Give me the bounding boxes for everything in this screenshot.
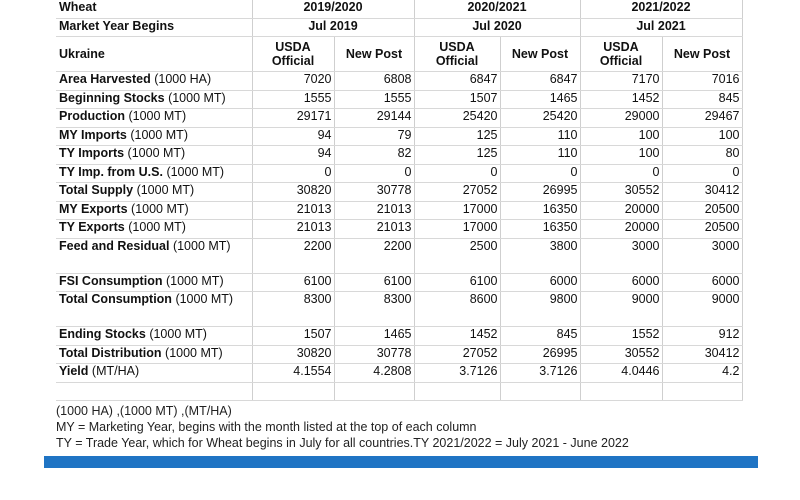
col-usda-official-1: USDA Official xyxy=(252,37,334,72)
row-label-unit: (1000 MT) xyxy=(172,238,231,253)
blank-cell xyxy=(56,382,252,400)
table-cell: 2200 xyxy=(252,238,334,273)
table-cell: 8300 xyxy=(252,292,334,327)
table-cell: 7020 xyxy=(252,72,334,91)
row-label-unit: (1000 MT) xyxy=(128,109,187,123)
table-cell: 17000 xyxy=(414,220,500,239)
row-label-name: Total Consumption xyxy=(59,292,172,306)
row-label xyxy=(56,292,252,327)
table-cell: 912 xyxy=(662,327,742,346)
table-row xyxy=(56,72,742,91)
table-cell: 6000 xyxy=(500,273,580,292)
year-3-name: 2021/2022 xyxy=(580,0,742,18)
footnote-units: (1000 HA) ,(1000 MT) ,(MT/HA) xyxy=(56,404,232,418)
row-label-name: Ending Stocks xyxy=(59,327,146,341)
footnote-marketing-year: MY = Marketing Year, begins with the month listed at the top of each column xyxy=(56,420,477,434)
row-label-unit: (1000 MT) xyxy=(165,345,223,360)
row-label-name: MY Exports xyxy=(59,201,128,216)
psd-table xyxy=(56,0,743,401)
table-cell: 0 xyxy=(252,164,334,183)
table-cell: 9800 xyxy=(500,292,580,327)
table-cell: 100 xyxy=(662,127,742,146)
table-cell: 20000 xyxy=(580,220,662,239)
table-cell: 1507 xyxy=(414,90,500,109)
commodity-label: Wheat xyxy=(56,0,252,18)
table-cell: 29467 xyxy=(662,109,742,128)
row-label-name: TY Imports xyxy=(59,146,125,160)
table-cell: 8600 xyxy=(414,292,500,327)
table-cell: 21013 xyxy=(252,201,334,220)
footnotes xyxy=(56,403,756,451)
blank-cell xyxy=(252,382,334,400)
table-cell: 4.1554 xyxy=(252,364,334,383)
table-row xyxy=(56,273,742,292)
table-cell: 845 xyxy=(500,327,580,346)
table-cell: 29144 xyxy=(334,109,414,128)
row-label-name: TY Exports xyxy=(59,220,125,234)
table-cell: 4.0446 xyxy=(580,364,662,383)
blank-cell xyxy=(580,382,662,400)
table-cell: 0 xyxy=(580,164,662,183)
table-row xyxy=(56,183,742,202)
row-label-unit: (1000 MT) xyxy=(149,327,207,341)
table-cell: 26995 xyxy=(500,183,580,202)
row-label-name: Yield xyxy=(59,364,89,378)
row-label xyxy=(56,164,252,183)
table-cell: 2200 xyxy=(334,238,414,273)
table-cell: 30778 xyxy=(334,345,414,364)
row-label xyxy=(56,201,252,220)
col-new-post-3: New Post xyxy=(662,37,742,72)
blank-row xyxy=(56,382,742,400)
table-cell: 30820 xyxy=(252,183,334,202)
table-cell: 30552 xyxy=(580,345,662,364)
table-cell: 30778 xyxy=(334,183,414,202)
table-cell: 1452 xyxy=(580,90,662,109)
table-cell: 1465 xyxy=(500,90,580,109)
market-year-label: Market Year Begins xyxy=(56,18,252,37)
table-cell: 94 xyxy=(252,127,334,146)
table-cell: 6847 xyxy=(500,72,580,91)
country-label: Ukraine xyxy=(56,37,252,72)
table-cell: 1555 xyxy=(252,90,334,109)
table-cell: 1552 xyxy=(580,327,662,346)
table-row xyxy=(56,201,742,220)
table-cell: 6847 xyxy=(414,72,500,91)
table-cell: 79 xyxy=(334,127,414,146)
table-cell: 30820 xyxy=(252,345,334,364)
col-usda-official-3: USDA Official xyxy=(580,37,662,72)
table-cell: 110 xyxy=(500,127,580,146)
blank-cell xyxy=(500,382,580,400)
table-cell: 7170 xyxy=(580,72,662,91)
row-label-unit: (1000 MT) xyxy=(175,292,234,306)
table-cell: 0 xyxy=(662,164,742,183)
table-cell: 6000 xyxy=(580,273,662,292)
table-cell: 0 xyxy=(500,164,580,183)
row-label-unit: (1000 MT) xyxy=(168,90,226,105)
table-cell: 20000 xyxy=(580,201,662,220)
table-cell: 29171 xyxy=(252,109,334,128)
table-row xyxy=(56,90,742,109)
row-label-name: TY Imp. from U.S. xyxy=(59,164,163,179)
row-label-name: Total Distribution xyxy=(59,345,162,360)
row-label xyxy=(56,146,252,165)
psd-table-container xyxy=(56,0,742,401)
row-label xyxy=(56,220,252,239)
table-cell: 3000 xyxy=(580,238,662,273)
table-cell: 4.2 xyxy=(662,364,742,383)
footnote-trade-year: TY = Trade Year, which for Wheat begins in July for all countries.TY 2021/2022 = July 2021 - June 2022 xyxy=(56,436,629,450)
table-cell: 3.7126 xyxy=(500,364,580,383)
table-cell: 110 xyxy=(500,146,580,165)
table-cell: 6808 xyxy=(334,72,414,91)
table-cell: 21013 xyxy=(252,220,334,239)
table-row xyxy=(56,364,742,383)
year-1-name: 2019/2020 xyxy=(252,0,414,18)
table-cell: 16350 xyxy=(500,220,580,239)
header-row-commodity xyxy=(56,0,742,18)
header-row-columns xyxy=(56,37,742,72)
table-cell: 1555 xyxy=(334,90,414,109)
col-new-post-2: New Post xyxy=(500,37,580,72)
table-cell: 3800 xyxy=(500,238,580,273)
table-cell: 100 xyxy=(580,146,662,165)
row-label xyxy=(56,183,252,202)
row-label-name: MY Imports xyxy=(59,127,127,142)
row-label-unit: (1000 HA) xyxy=(154,72,212,86)
row-label-name: Area Harvested xyxy=(59,72,151,86)
table-cell: 16350 xyxy=(500,201,580,220)
table-cell: 21013 xyxy=(334,220,414,239)
row-label-name: Total Supply xyxy=(59,183,134,197)
row-label-unit: (MT/HA) xyxy=(91,364,140,378)
table-cell: 3000 xyxy=(662,238,742,273)
row-label-name: FSI Consumption xyxy=(59,273,163,288)
year-1-begins: Jul 2019 xyxy=(252,18,414,37)
row-label xyxy=(56,273,252,292)
row-label xyxy=(56,364,252,383)
table-cell: 6100 xyxy=(334,273,414,292)
row-label xyxy=(56,345,252,364)
table-cell: 25420 xyxy=(500,109,580,128)
table-row xyxy=(56,327,742,346)
year-2-begins: Jul 2020 xyxy=(414,18,580,37)
table-cell: 9000 xyxy=(662,292,742,327)
table-cell: 1452 xyxy=(414,327,500,346)
col-new-post-1: New Post xyxy=(334,37,414,72)
row-label xyxy=(56,127,252,146)
header-row-market-year xyxy=(56,18,742,37)
table-cell: 27052 xyxy=(414,183,500,202)
blank-cell xyxy=(334,382,414,400)
col-usda-official-2: USDA Official xyxy=(414,37,500,72)
table-row xyxy=(56,127,742,146)
table-row xyxy=(56,220,742,239)
table-cell: 845 xyxy=(662,90,742,109)
table-cell: 30552 xyxy=(580,183,662,202)
table-cell: 26995 xyxy=(500,345,580,364)
table-row xyxy=(56,238,742,273)
table-cell: 6100 xyxy=(414,273,500,292)
table-cell: 30412 xyxy=(662,345,742,364)
row-label-name: Production xyxy=(59,109,125,123)
table-cell: 6000 xyxy=(662,273,742,292)
row-label-unit: (1000 MT) xyxy=(130,127,188,142)
table-cell: 30412 xyxy=(662,183,742,202)
table-cell: 3.7126 xyxy=(414,364,500,383)
row-label xyxy=(56,109,252,128)
table-cell: 29000 xyxy=(580,109,662,128)
row-label-unit: (1000 MT) xyxy=(127,146,186,160)
table-cell: 17000 xyxy=(414,201,500,220)
table-cell: 0 xyxy=(414,164,500,183)
row-label-unit: (1000 MT) xyxy=(165,273,224,288)
table-cell: 20500 xyxy=(662,201,742,220)
table-cell: 6100 xyxy=(252,273,334,292)
table-row xyxy=(56,292,742,327)
table-cell: 1507 xyxy=(252,327,334,346)
table-cell: 25420 xyxy=(414,109,500,128)
row-label xyxy=(56,72,252,91)
table-cell: 0 xyxy=(334,164,414,183)
row-label-unit: (1000 MT) xyxy=(128,220,186,234)
year-3-begins: Jul 2021 xyxy=(580,18,742,37)
table-cell: 82 xyxy=(334,146,414,165)
table-cell: 94 xyxy=(252,146,334,165)
year-2-name: 2020/2021 xyxy=(414,0,580,18)
table-cell: 1465 xyxy=(334,327,414,346)
row-label xyxy=(56,238,252,273)
table-cell: 9000 xyxy=(580,292,662,327)
row-label xyxy=(56,90,252,109)
row-label-unit: (1000 MT) xyxy=(131,201,189,216)
table-cell: 80 xyxy=(662,146,742,165)
table-cell: 125 xyxy=(414,127,500,146)
footer-accent-bar xyxy=(44,456,758,468)
table-cell: 8300 xyxy=(334,292,414,327)
row-label xyxy=(56,327,252,346)
table-cell: 100 xyxy=(580,127,662,146)
row-label-unit: (1000 MT) xyxy=(166,164,225,179)
table-row xyxy=(56,164,742,183)
row-label-name: Feed and Residual xyxy=(59,238,170,253)
table-cell: 7016 xyxy=(662,72,742,91)
row-label-name: Beginning Stocks xyxy=(59,90,165,105)
blank-cell xyxy=(414,382,500,400)
table-row xyxy=(56,146,742,165)
blank-cell xyxy=(662,382,742,400)
table-row xyxy=(56,109,742,128)
table-cell: 20500 xyxy=(662,220,742,239)
table-cell: 21013 xyxy=(334,201,414,220)
table-cell: 27052 xyxy=(414,345,500,364)
table-cell: 125 xyxy=(414,146,500,165)
table-cell: 4.2808 xyxy=(334,364,414,383)
table-row xyxy=(56,345,742,364)
table-cell: 2500 xyxy=(414,238,500,273)
row-label-unit: (1000 MT) xyxy=(136,183,195,197)
